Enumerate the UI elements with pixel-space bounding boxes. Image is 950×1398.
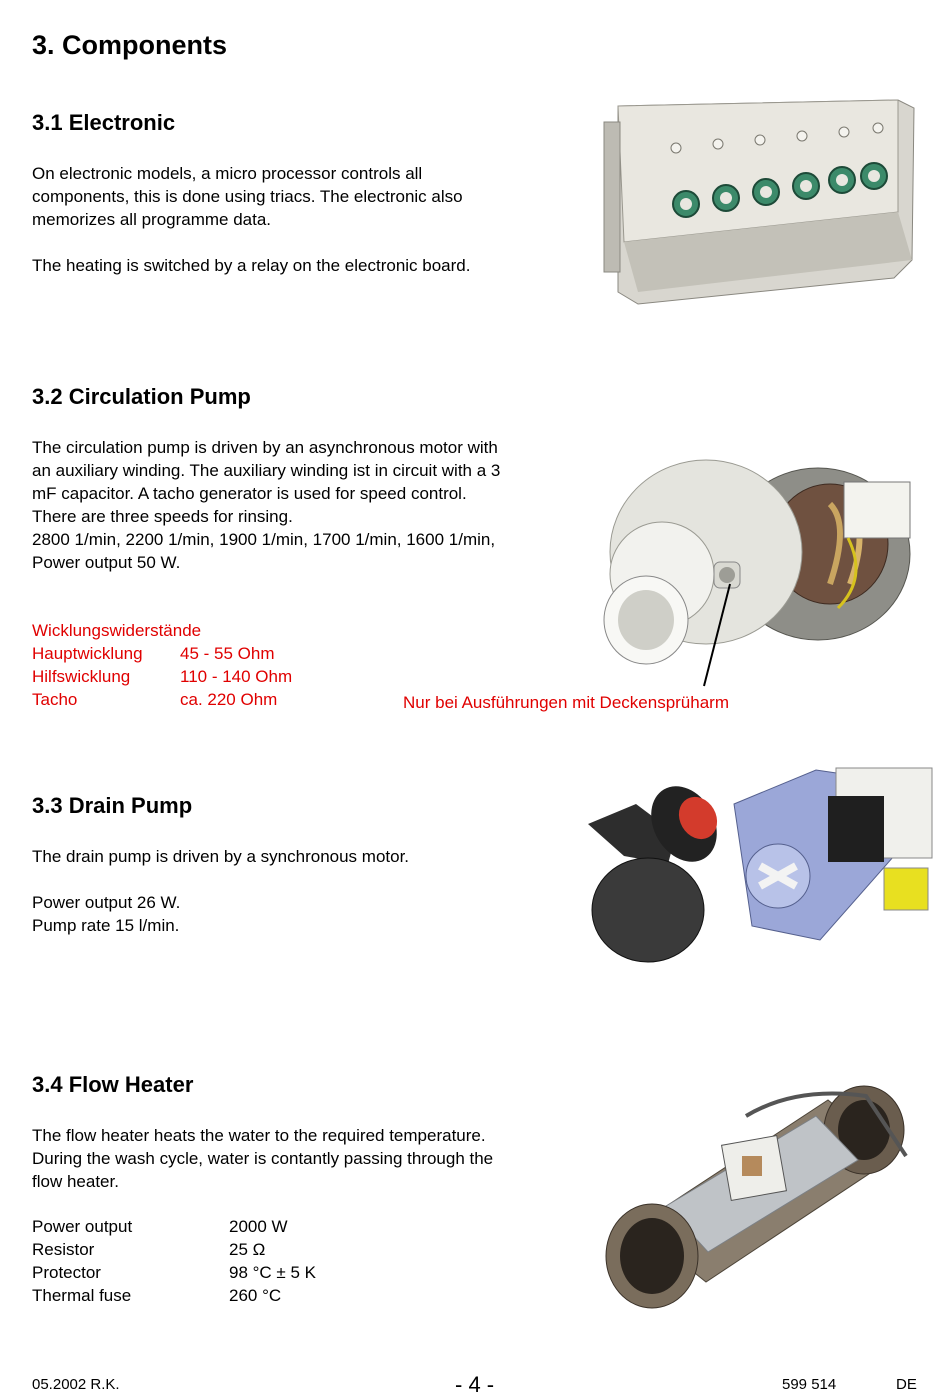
spec-label: Resistor bbox=[32, 1240, 95, 1259]
section-heading-drain-pump: 3.3 Drain Pump bbox=[32, 793, 193, 818]
resistance-value: 110 - 140 Ohm bbox=[180, 667, 293, 686]
circulation-pump-image bbox=[598, 434, 928, 670]
resistance-value: ca. 220 Ohm bbox=[180, 690, 278, 709]
resistance-label: Hilfswicklung bbox=[32, 667, 131, 686]
flow-heater-image bbox=[596, 1076, 920, 1316]
page-title: 3. Components bbox=[32, 30, 228, 60]
flow-heater-description: The flow heater heats the water to the required temperature. During the wash cycle, water is contantly passing through the flow heater. bbox=[32, 1126, 494, 1191]
spray-arm-callout: Nur bei Ausführungen mit Deckensprüharm bbox=[403, 693, 729, 712]
electronic-heating-note: The heating is switched by a relay on the electronic board. bbox=[32, 256, 471, 275]
winding-resistance-table bbox=[32, 642, 292, 711]
drain-pump-specs: Power output 26 W. Pump rate 15 l/min. bbox=[32, 893, 181, 935]
resistance-row bbox=[32, 642, 292, 665]
spec-row bbox=[32, 1284, 316, 1307]
footer-date: 05.2002 R.K. bbox=[32, 1376, 120, 1393]
resistance-value: 45 - 55 Ohm bbox=[180, 644, 275, 663]
callout-leader-line bbox=[700, 580, 740, 690]
electronic-description: On electronic models, a micro processor controls all components, this is done using triacs. The electronic also memorizes all programme data. bbox=[32, 164, 463, 229]
electronic-module-image bbox=[598, 92, 918, 320]
section-heading-flow-heater: 3.4 Flow Heater bbox=[32, 1072, 194, 1097]
spec-value: 2000 W bbox=[229, 1217, 288, 1236]
spec-value: 260 °C bbox=[229, 1286, 282, 1305]
spec-label: Power output bbox=[32, 1217, 133, 1236]
section-heading-electronic: 3.1 Electronic bbox=[32, 110, 176, 135]
resistance-row bbox=[32, 665, 292, 688]
spec-value: 98 °C ± 5 K bbox=[229, 1263, 317, 1282]
spec-row bbox=[32, 1261, 316, 1284]
spec-value: 25 Ω bbox=[229, 1240, 266, 1259]
spec-row bbox=[32, 1215, 316, 1238]
resistance-label: Tacho bbox=[32, 690, 78, 709]
circulation-pump-description: The circulation pump is driven by an asynchronous motor with an auxiliary winding. The auxiliary winding ist in circuit with a 3 mF capacitor. A tacho generator is used for speed control. There are three speeds for rinsing. 2800 1/min, 2200 1/min, 1900 1/min, 1700 1/min, 1600 1/min, Power output 50 W. bbox=[32, 438, 501, 572]
footer-page-number: - 4 - bbox=[455, 1372, 495, 1397]
flow-heater-spec-table bbox=[32, 1215, 316, 1307]
footer-language: DE bbox=[896, 1376, 917, 1393]
spec-row bbox=[32, 1238, 316, 1261]
spec-label: Thermal fuse bbox=[32, 1286, 132, 1305]
section-heading-circulation-pump: 3.2 Circulation Pump bbox=[32, 384, 251, 409]
winding-resistance-title: Wicklungswiderstände bbox=[32, 621, 202, 640]
footer-document-number: 599 514 bbox=[782, 1376, 837, 1393]
drain-pump-description: The drain pump is driven by a synchronous motor. bbox=[32, 847, 410, 866]
drain-pump-image bbox=[584, 760, 942, 968]
resistance-label: Hauptwicklung bbox=[32, 644, 143, 663]
spec-label: Protector bbox=[32, 1263, 101, 1282]
resistance-row bbox=[32, 688, 292, 711]
